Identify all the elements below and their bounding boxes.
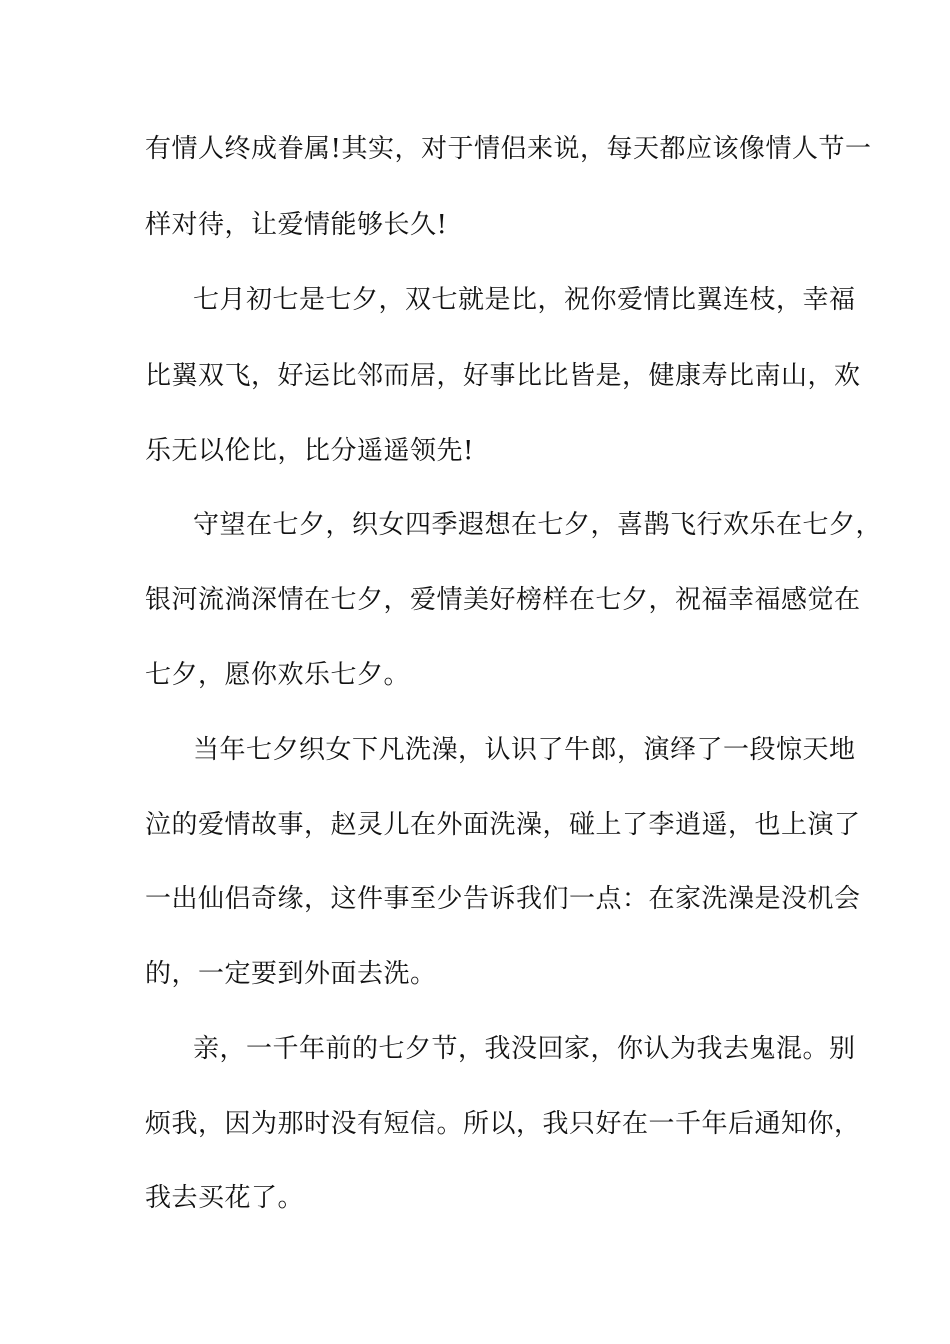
text-line: 比翼双飞，好运比邻而居，好事比比皆是，健康寿比南山，欢 <box>145 361 861 391</box>
text-line: 一出仙侣奇缘，这件事至少告诉我们一点：在家洗澡是没机会 <box>145 884 861 914</box>
text-line: 的，一定要到外面去洗。 <box>145 959 437 989</box>
text-line: 七夕，愿你欢乐七夕。 <box>145 660 411 690</box>
paragraph-start-line: 守望在七夕，织女四季遐想在七夕，喜鹊飞行欢乐在七夕， <box>193 510 883 540</box>
text-line: 我去买花了。 <box>145 1183 305 1213</box>
text-line: 乐无以伦比，比分遥遥领先! <box>145 436 474 466</box>
text-line: 样对待，让爱情能够长久! <box>145 210 448 240</box>
text-line: 银河流淌深情在七夕，爱情美好榜样在七夕，祝福幸福感觉在 <box>145 585 861 615</box>
paragraph-start-line: 七月初七是七夕，双七就是比，祝你爱情比翼连枝，幸福 <box>193 285 856 315</box>
text-line: 泣的爱情故事，赵灵儿在外面洗澡，碰上了李逍遥，也上演了 <box>145 810 861 840</box>
text-line: 有情人终成眷属!其实，对于情侣来说，每天都应该像情人节一 <box>145 134 872 164</box>
text-line: 烦我，因为那时没有短信。所以，我只好在一千年后通知你， <box>145 1109 861 1139</box>
paragraph-start-line: 当年七夕织女下凡洗澡，认识了牛郎，演绎了一段惊天地 <box>193 735 856 765</box>
paragraph-start-line: 亲，一千年前的七夕节，我没回家，你认为我去鬼混。别 <box>193 1034 856 1064</box>
